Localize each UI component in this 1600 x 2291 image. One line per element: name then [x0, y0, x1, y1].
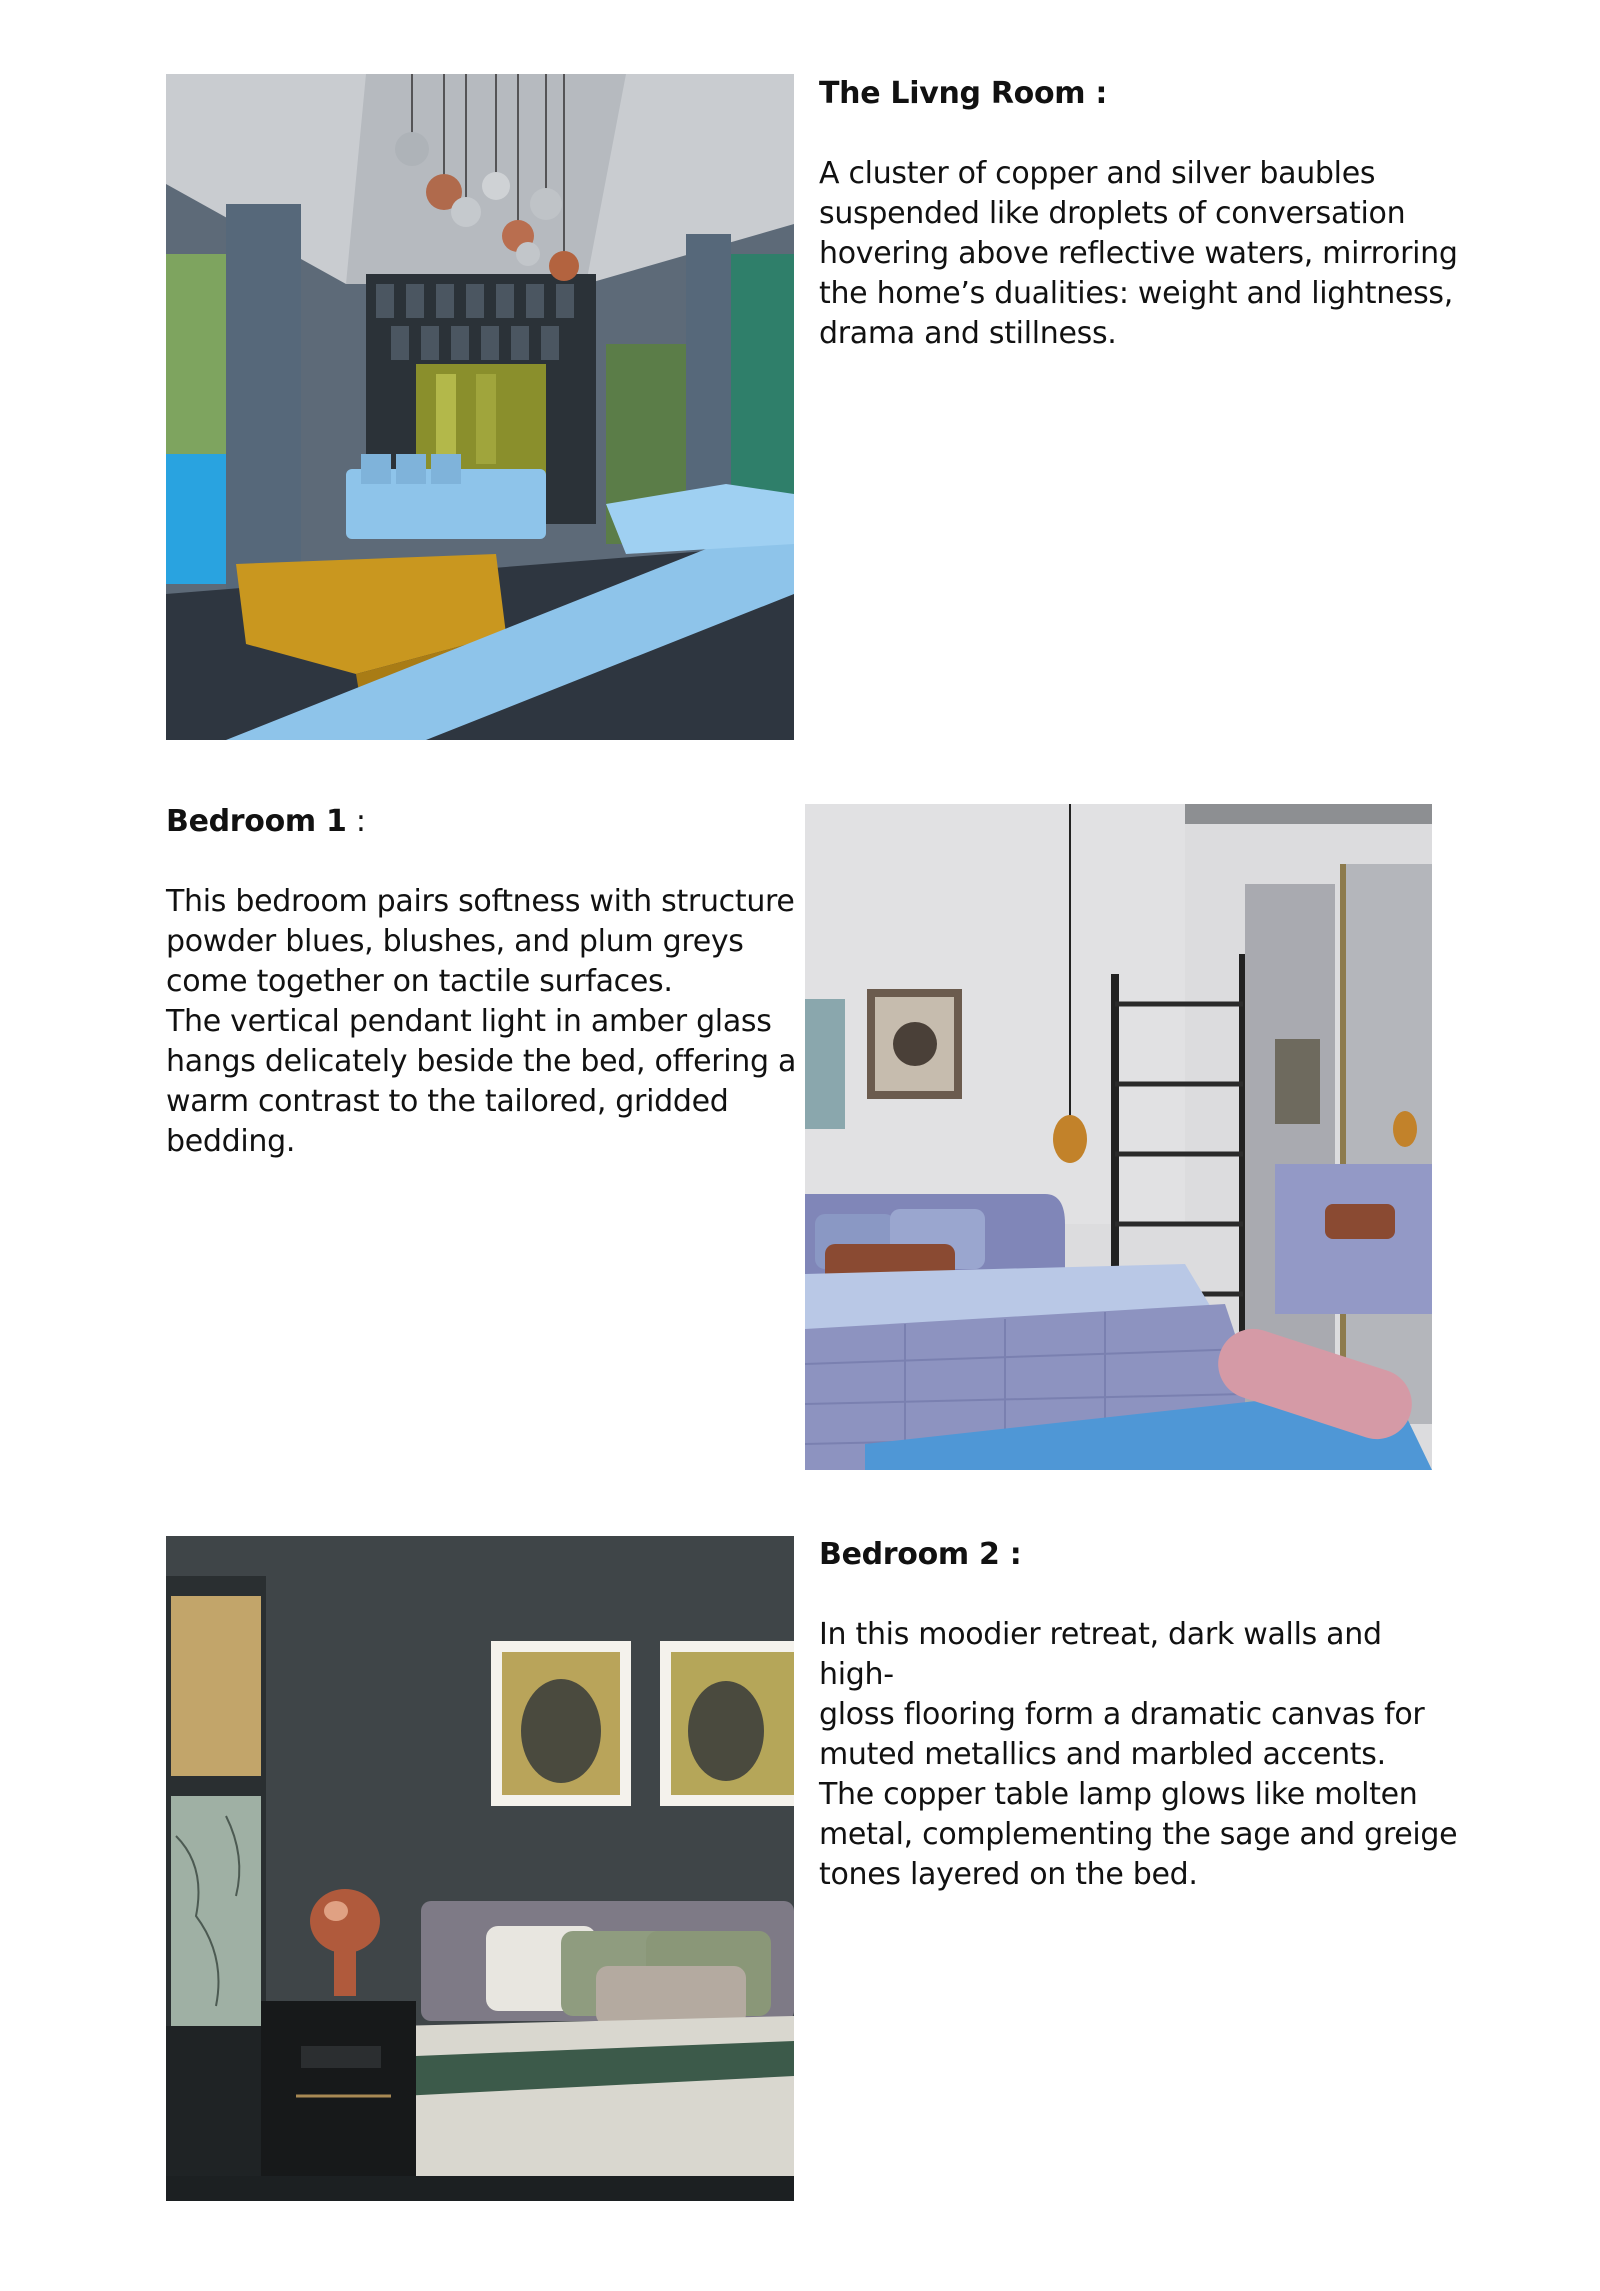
- living-room-description: A cluster of copper and silver baubles suspended like droplets of conversation hovering above reflective waters, mirroring the home’s dualities: weight and lightness, drama and stillness.: [819, 156, 1458, 351]
- living-room-photo: [166, 74, 794, 740]
- bedroom-2-illustration: [166, 1536, 794, 2201]
- bedroom-1-text: [166, 802, 806, 1162]
- living-room-text: [819, 74, 1459, 354]
- bedroom-1-description: This bedroom pairs softness with structure powder blues, blushes, and plum greys come together on tactile surfaces. The vertical pendant light in amber glass hangs delicately beside the bed, offering a warm contrast to the tailored, gridded bedding.: [166, 884, 797, 1159]
- living-room-illustration: [166, 74, 794, 740]
- bedroom-2-description: In this moodier retreat, dark walls and high- gloss flooring form a dramatic canvas for muted metallics and marbled accents. The copper table lamp glows like molten metal, complementing the sage and greige tones layered on the bed.: [819, 1617, 1458, 1892]
- bedroom-1-illustration: [805, 804, 1432, 1470]
- bedroom-2-photo: [166, 1536, 794, 2201]
- bedroom-2-heading: Bedroom 2 :: [819, 1537, 1022, 1572]
- bedroom-2-text: [819, 1535, 1459, 1895]
- bedroom-1-photo: [805, 804, 1432, 1470]
- living-room-heading: The Livng Room :: [819, 76, 1108, 111]
- bedroom-1-heading: Bedroom 1 :: [166, 804, 366, 839]
